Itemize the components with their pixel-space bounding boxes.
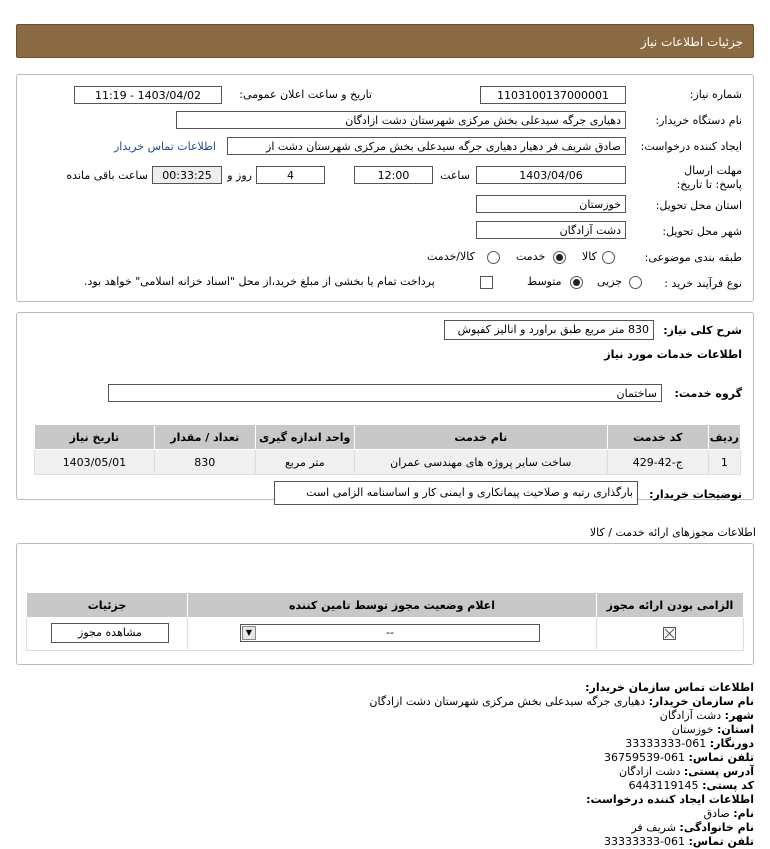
remaining-time-field: 00:33:25: [152, 166, 222, 184]
cell-license-required: [597, 618, 744, 651]
category-goods-label: کالا: [582, 250, 597, 263]
contact-phone: تلفن تماس: 061-36759539: [604, 751, 754, 764]
buyer-notes-field: بارگذاری رتبه و صلاحیت پیمانکاری و ایمنی کار و اساسنامه الزامی است: [274, 481, 638, 505]
creator-phone: تلفن تماس: 061-33333333: [604, 835, 754, 848]
province-label: استان محل تحویل:: [655, 199, 742, 212]
deadline-date-field: 1403/04/06: [476, 166, 626, 184]
service-group-field: ساختمان: [108, 384, 662, 402]
col-need-date: تاریخ نیاز: [35, 425, 155, 450]
need-info-panel: [16, 74, 754, 302]
buyer-notes-label: توضیحات خریدار:: [649, 488, 742, 501]
buyer-contact-link[interactable]: اطلاعات تماس خریدار: [114, 140, 216, 153]
col-quantity: تعداد / مقدار: [154, 425, 255, 450]
col-license-status: اعلام وضعیت مجوز توسط تامین کننده: [188, 593, 597, 618]
creator-info-title: اطلاعات ایجاد کننده درخواست:: [586, 793, 754, 806]
col-license-required: الزامی بودن ارائه مجوز: [597, 593, 744, 618]
license-status-value: --: [386, 626, 394, 639]
category-goods-service-radio[interactable]: [487, 251, 500, 264]
cell-service-name: ساخت سایر پروژه های مهندسی عمران: [354, 450, 607, 475]
creator-family: نام خانوادگی: شریف فر: [631, 821, 754, 834]
creator-name: نام: صادق: [703, 807, 754, 820]
cell-need-date: 1403/05/01: [35, 450, 155, 475]
services-title: اطلاعات خدمات مورد نیاز: [604, 348, 742, 361]
need-number-field: 1103100137000001: [480, 86, 626, 104]
cell-quantity: 830: [154, 450, 255, 475]
category-service-radio[interactable]: [553, 251, 566, 264]
service-group-label: گروه خدمت:: [674, 387, 742, 400]
category-goods-service-label: کالا/خدمت: [427, 250, 475, 263]
cell-unit: متر مربع: [255, 450, 354, 475]
remaining-label: ساعت باقی مانده: [66, 169, 148, 182]
deadline-time-field: 12:00: [354, 166, 433, 184]
days-field: 4: [256, 166, 325, 184]
contact-fax: دورنگار: 061-33333333: [625, 737, 754, 750]
buyer-org-label: نام دستگاه خریدار:: [655, 114, 742, 127]
process-medium-label: متوسط: [527, 275, 562, 288]
summary-field: 830 متر مربع طبق براورد و انالیز کفپوش: [444, 320, 654, 340]
category-label: طبقه بندی موضوعی:: [644, 251, 742, 264]
col-row-number: ردیف: [708, 425, 740, 450]
process-label: نوع فرآیند خرید :: [664, 277, 742, 290]
process-minor-label: جزیی: [597, 275, 623, 288]
creator-field: صادق شریف فر دهیار دهیاری جرگه سیدعلی بخش مرکزی شهرستان دشت از: [227, 137, 626, 155]
cell-license-details: [27, 618, 188, 651]
col-license-details: جزئیات: [27, 593, 188, 618]
contact-org: نام سازمان خریدار: دهیاری جرگه سیدعلی بخش مرکزی شهرستان دشت ازادگان: [369, 695, 754, 708]
contact-city: شهر: دشت آزادگان: [659, 709, 754, 722]
contact-title: اطلاعات تماس سازمان خریدار:: [585, 681, 754, 694]
announce-field: 1403/04/02 - 11:19: [74, 86, 222, 104]
city-field: دشت آزادگان: [476, 221, 626, 239]
col-service-code: کد خدمت: [607, 425, 708, 450]
contact-address: آدرس پستی: دشت ازادگان: [618, 765, 754, 778]
services-table: [34, 424, 741, 475]
table-row: [35, 450, 741, 475]
license-section-title: اطلاعات مجوزهای ارائه خدمت / کالا: [589, 526, 756, 539]
process-medium-radio[interactable]: [570, 276, 583, 289]
contact-province: استان: خوزستان: [671, 723, 754, 736]
license-table: [26, 592, 744, 651]
cell-license-status: [188, 618, 597, 651]
deadline-time-label: ساعت: [440, 169, 470, 182]
announce-label: تاریخ و ساعت اعلان عمومی:: [239, 88, 372, 101]
summary-label: شرح کلی نیاز:: [663, 324, 742, 337]
col-service-name: نام خدمت: [354, 425, 607, 450]
process-minor-radio[interactable]: [629, 276, 642, 289]
chevron-down-icon: ▼: [242, 626, 256, 640]
cell-service-code: ج-42-429: [607, 450, 708, 475]
province-field: خوزستان: [476, 195, 626, 213]
view-license-button[interactable]: مشاهده مجوز: [51, 623, 169, 643]
col-unit: واحد اندازه گیری: [255, 425, 354, 450]
table-row: [27, 618, 744, 651]
license-required-checkbox[interactable]: [663, 627, 676, 640]
treasury-payment-checkbox[interactable]: [480, 276, 493, 289]
category-service-label: خدمت: [516, 250, 546, 263]
deadline-label: مهلت ارسال پاسخ: تا تاریخ:: [676, 164, 742, 191]
days-label: روز و: [227, 169, 252, 182]
page-title: جزئیات اطلاعات نیاز: [16, 24, 754, 58]
license-status-select[interactable]: [240, 624, 540, 642]
contact-postal: کد پستی: 6443119145: [628, 779, 754, 792]
buyer-org-field: دهیاری جرگه سیدعلی بخش مرکزی شهرستان دشت ازادگان: [176, 111, 626, 129]
city-label: شهر محل تحویل:: [662, 225, 742, 238]
category-goods-radio[interactable]: [602, 251, 615, 264]
need-number-label: شماره نیاز:: [689, 88, 742, 101]
creator-label: ایجاد کننده درخواست:: [640, 140, 742, 153]
cell-row-number: 1: [708, 450, 740, 475]
treasury-payment-text: پرداخت تمام یا بخشی از مبلغ خرید،از محل "اسناد خزانه اسلامی" خواهد بود.: [84, 275, 435, 288]
